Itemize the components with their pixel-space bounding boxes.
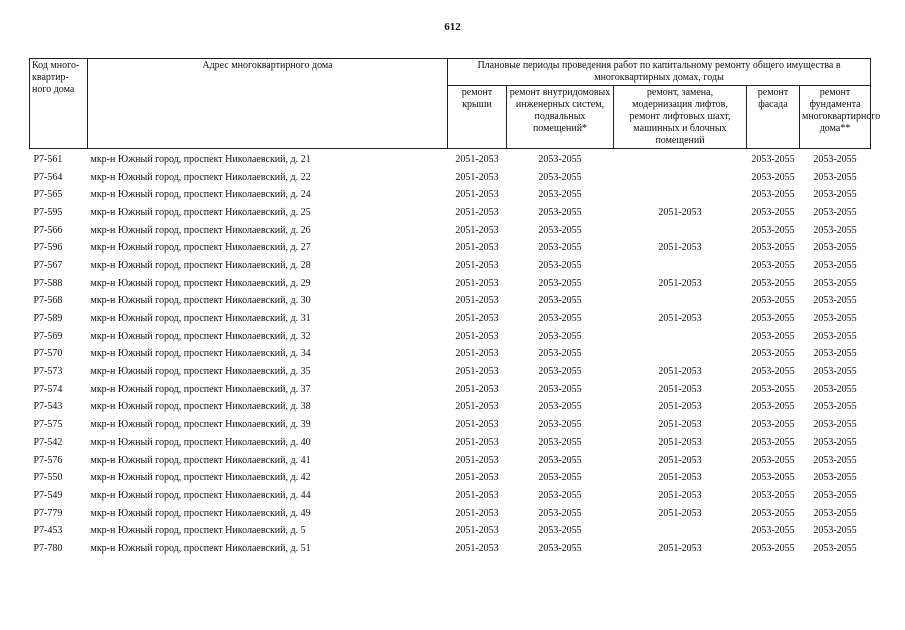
- cell-code: P7-596: [33, 242, 63, 254]
- cell-elevators: [614, 522, 747, 540]
- cell-address: мкр-н Южный город, проспект Николаевский, д. 28: [90, 259, 311, 271]
- cell-facade: 2053-2055: [751, 348, 795, 360]
- cell-code: P7-595: [33, 206, 63, 218]
- table-row: [30, 169, 871, 187]
- cell-elevators: 2051-2053: [658, 206, 702, 218]
- cell-engineering: 2053-2055: [538, 436, 582, 448]
- cell-roof: 2051-2053: [455, 383, 499, 395]
- table-row: [30, 275, 871, 293]
- cell-engineering: 2053-2055: [538, 472, 582, 484]
- cell-foundation: 2053-2055: [813, 206, 857, 218]
- cell-foundation: 2053-2055: [813, 171, 857, 183]
- cell-roof: 2051-2053: [455, 224, 499, 236]
- cell-roof: 2051-2053: [455, 295, 499, 307]
- cell-address: мкр-н Южный город, проспект Николаевский, д. 24: [90, 189, 311, 201]
- cell-roof: 2051-2053: [455, 313, 499, 325]
- cell-foundation: 2053-2055: [813, 525, 857, 537]
- table-row: [30, 149, 871, 169]
- header-engineering: ремонт внутридомовых инженерных систем, подвальных помещений*: [507, 86, 614, 149]
- cell-address: мкр-н Южный город, проспект Николаевский, д. 49: [90, 507, 311, 519]
- cell-engineering: 2053-2055: [538, 507, 582, 519]
- cell-roof: 2051-2053: [455, 330, 499, 342]
- header-row-top: [30, 59, 871, 86]
- cell-engineering: 2053-2055: [538, 454, 582, 466]
- header-roof: ремонт крыши: [448, 86, 507, 149]
- cell-engineering: 2053-2055: [538, 542, 582, 554]
- table-row: [30, 522, 871, 540]
- table-row: [30, 293, 871, 311]
- cell-roof: 2051-2053: [455, 507, 499, 519]
- cell-elevators: 2051-2053: [658, 383, 702, 395]
- cell-foundation: 2053-2055: [813, 295, 857, 307]
- cell-engineering: 2053-2055: [538, 525, 582, 537]
- cell-facade: 2053-2055: [751, 153, 795, 165]
- cell-roof: 2051-2053: [455, 277, 499, 289]
- cell-code: P7-780: [33, 542, 63, 554]
- cell-code: P7-589: [33, 313, 63, 325]
- cell-elevators: 2051-2053: [658, 419, 702, 431]
- cell-foundation: 2053-2055: [813, 489, 857, 501]
- cell-engineering: 2053-2055: [538, 189, 582, 201]
- cell-elevators: 2051-2053: [658, 472, 702, 484]
- cell-engineering: 2053-2055: [538, 206, 582, 218]
- cell-address: мкр-н Южный город, проспект Николаевский, д. 34: [90, 348, 311, 360]
- cell-facade: 2053-2055: [751, 277, 795, 289]
- capital-repair-schedule-table: [29, 58, 881, 558]
- cell-facade: 2053-2055: [751, 472, 795, 484]
- cell-elevators: [614, 328, 747, 346]
- cell-address: мкр-н Южный город, проспект Николаевский, д. 32: [90, 330, 311, 342]
- table-row: [30, 222, 871, 240]
- cell-address: мкр-н Южный город, проспект Николаевский, д. 25: [90, 206, 311, 218]
- cell-foundation: 2053-2055: [813, 313, 857, 325]
- table-row: [30, 310, 871, 328]
- cell-address: мкр-н Южный город, проспект Николаевский, д. 30: [90, 295, 311, 307]
- header-foundation: ремонт фундамента многоквартирного дома**: [800, 86, 871, 149]
- table-row: [30, 346, 871, 364]
- table-row: [30, 399, 871, 417]
- cell-address: мкр-н Южный город, проспект Николаевский, д. 40: [90, 436, 311, 448]
- cell-engineering: 2053-2055: [538, 242, 582, 254]
- cell-elevators: 2051-2053: [658, 436, 702, 448]
- cell-facade: 2053-2055: [751, 542, 795, 554]
- cell-address: мкр-н Южный город, проспект Николаевский, д. 41: [90, 454, 311, 466]
- cell-engineering: 2053-2055: [538, 259, 582, 271]
- cell-roof: 2051-2053: [455, 206, 499, 218]
- cell-address: мкр-н Южный город, проспект Николаевский, д. 38: [90, 401, 311, 413]
- cell-foundation: 2053-2055: [813, 366, 857, 378]
- cell-address: мкр-н Южный город, проспект Николаевский, д. 51: [90, 542, 311, 554]
- cell-engineering: 2053-2055: [538, 366, 582, 378]
- table-body: [30, 149, 871, 558]
- cell-foundation: 2053-2055: [813, 259, 857, 271]
- table-row: [30, 434, 871, 452]
- cell-code: P7-573: [33, 366, 63, 378]
- header-facade: ремонт фасада: [747, 86, 800, 149]
- cell-foundation: 2053-2055: [813, 348, 857, 360]
- cell-roof: 2051-2053: [455, 454, 499, 466]
- cell-code: P7-549: [33, 489, 63, 501]
- cell-facade: 2053-2055: [751, 383, 795, 395]
- cell-elevators: 2051-2053: [658, 366, 702, 378]
- header-periods: Плановые периоды проведения работ по капитальному ремонту общего имущества в многоквартирных домах, годы: [448, 59, 871, 86]
- cell-code: P7-568: [33, 295, 63, 307]
- cell-code: P7-550: [33, 472, 63, 484]
- cell-engineering: 2053-2055: [538, 419, 582, 431]
- cell-elevators: [614, 149, 747, 169]
- cell-foundation: 2053-2055: [813, 507, 857, 519]
- cell-code: P7-542: [33, 436, 63, 448]
- cell-code: P7-588: [33, 277, 63, 289]
- table-row: [30, 487, 871, 505]
- cell-foundation: 2053-2055: [813, 542, 857, 554]
- cell-elevators: [614, 222, 747, 240]
- cell-engineering: 2053-2055: [538, 153, 582, 165]
- cell-elevators: 2051-2053: [658, 242, 702, 254]
- cell-engineering: 2053-2055: [538, 224, 582, 236]
- cell-facade: 2053-2055: [751, 189, 795, 201]
- cell-facade: 2053-2055: [751, 366, 795, 378]
- cell-foundation: 2053-2055: [813, 472, 857, 484]
- cell-address: мкр-н Южный город, проспект Николаевский, д. 21: [90, 153, 311, 165]
- cell-foundation: 2053-2055: [813, 224, 857, 236]
- cell-address: мкр-н Южный город, проспект Николаевский, д. 39: [90, 419, 311, 431]
- cell-elevators: [614, 186, 747, 204]
- cell-elevators: 2051-2053: [658, 454, 702, 466]
- header-elevators: ремонт, замена, модернизация лифтов, ремонт лифтовых шахт, машинных и блочных помещений: [614, 86, 747, 149]
- cell-roof: 2051-2053: [455, 171, 499, 183]
- cell-elevators: 2051-2053: [658, 313, 702, 325]
- cell-facade: 2053-2055: [751, 525, 795, 537]
- cell-facade: 2053-2055: [751, 507, 795, 519]
- cell-roof: 2051-2053: [455, 259, 499, 271]
- cell-address: мкр-н Южный город, проспект Николаевский, д. 29: [90, 277, 311, 289]
- cell-address: мкр-н Южный город, проспект Николаевский, д. 44: [90, 489, 311, 501]
- cell-code: P7-570: [33, 348, 63, 360]
- table-row: [30, 204, 871, 222]
- cell-address: мкр-н Южный город, проспект Николаевский, д. 5: [90, 525, 306, 537]
- table-row: [30, 469, 871, 487]
- cell-facade: 2053-2055: [751, 171, 795, 183]
- cell-code: P7-567: [33, 259, 63, 271]
- cell-facade: 2053-2055: [751, 419, 795, 431]
- cell-engineering: 2053-2055: [538, 330, 582, 342]
- cell-roof: 2051-2053: [455, 242, 499, 254]
- cell-address: мкр-н Южный город, проспект Николаевский, д. 27: [90, 242, 311, 254]
- cell-code: P7-565: [33, 189, 63, 201]
- cell-code: P7-569: [33, 330, 63, 342]
- header-code: Код много-квартир-ного дома: [30, 59, 88, 149]
- cell-address: мкр-н Южный город, проспект Николаевский, д. 26: [90, 224, 311, 236]
- cell-roof: 2051-2053: [455, 153, 499, 165]
- cell-code: P7-564: [33, 171, 63, 183]
- cell-address: мкр-н Южный город, проспект Николаевский, д. 35: [90, 366, 311, 378]
- cell-code: P7-574: [33, 383, 63, 395]
- cell-roof: 2051-2053: [455, 189, 499, 201]
- cell-address: мкр-н Южный город, проспект Николаевский, д. 31: [90, 313, 311, 325]
- cell-facade: 2053-2055: [751, 206, 795, 218]
- cell-facade: 2053-2055: [751, 489, 795, 501]
- cell-roof: 2051-2053: [455, 542, 499, 554]
- cell-elevators: [614, 169, 747, 187]
- cell-engineering: 2053-2055: [538, 489, 582, 501]
- cell-engineering: 2053-2055: [538, 313, 582, 325]
- cell-address: мкр-н Южный город, проспект Николаевский, д. 22: [90, 171, 311, 183]
- cell-engineering: 2053-2055: [538, 295, 582, 307]
- cell-engineering: 2053-2055: [538, 277, 582, 289]
- header-address: Адрес многоквартирного дома: [88, 59, 448, 149]
- cell-roof: 2051-2053: [455, 489, 499, 501]
- cell-code: P7-575: [33, 419, 63, 431]
- cell-facade: 2053-2055: [751, 454, 795, 466]
- cell-facade: 2053-2055: [751, 330, 795, 342]
- cell-elevators: [614, 346, 747, 364]
- cell-elevators: 2051-2053: [658, 277, 702, 289]
- cell-facade: 2053-2055: [751, 242, 795, 254]
- cell-facade: 2053-2055: [751, 313, 795, 325]
- cell-roof: 2051-2053: [455, 366, 499, 378]
- table-row: [30, 381, 871, 399]
- cell-address: мкр-н Южный город, проспект Николаевский, д. 42: [90, 472, 311, 484]
- table-row: [30, 452, 871, 470]
- cell-foundation: 2053-2055: [813, 277, 857, 289]
- cell-facade: 2053-2055: [751, 401, 795, 413]
- cell-elevators: [614, 257, 747, 275]
- cell-facade: 2053-2055: [751, 295, 795, 307]
- cell-code: P7-566: [33, 224, 63, 236]
- cell-engineering: 2053-2055: [538, 383, 582, 395]
- cell-code: P7-561: [33, 153, 63, 165]
- cell-foundation: 2053-2055: [813, 401, 857, 413]
- table-row: [30, 505, 871, 523]
- cell-facade: 2053-2055: [751, 436, 795, 448]
- cell-elevators: 2051-2053: [658, 401, 702, 413]
- page-number: 612: [444, 21, 461, 33]
- cell-roof: 2051-2053: [455, 472, 499, 484]
- cell-foundation: 2053-2055: [813, 242, 857, 254]
- table-row: [30, 540, 871, 558]
- cell-foundation: 2053-2055: [813, 330, 857, 342]
- table-row: [30, 186, 871, 204]
- cell-roof: 2051-2053: [455, 525, 499, 537]
- cell-code: P7-779: [33, 507, 63, 519]
- cell-foundation: 2053-2055: [813, 454, 857, 466]
- cell-elevators: 2051-2053: [658, 507, 702, 519]
- cell-code: P7-576: [33, 454, 63, 466]
- cell-address: мкр-н Южный город, проспект Николаевский, д. 37: [90, 383, 311, 395]
- cell-facade: 2053-2055: [751, 259, 795, 271]
- cell-facade: 2053-2055: [751, 224, 795, 236]
- cell-foundation: 2053-2055: [813, 419, 857, 431]
- cell-roof: 2051-2053: [455, 436, 499, 448]
- cell-roof: 2051-2053: [455, 419, 499, 431]
- table-row: [30, 328, 871, 346]
- cell-code: P7-543: [33, 401, 63, 413]
- cell-foundation: 2053-2055: [813, 189, 857, 201]
- cell-elevators: 2051-2053: [658, 542, 702, 554]
- cell-foundation: 2053-2055: [813, 153, 857, 165]
- cell-foundation: 2053-2055: [813, 436, 857, 448]
- cell-roof: 2051-2053: [455, 348, 499, 360]
- cell-engineering: 2053-2055: [538, 171, 582, 183]
- table-row: [30, 239, 871, 257]
- cell-foundation: 2053-2055: [813, 383, 857, 395]
- cell-roof: 2051-2053: [455, 401, 499, 413]
- table-row: [30, 363, 871, 381]
- cell-elevators: [614, 293, 747, 311]
- table-row: [30, 416, 871, 434]
- cell-engineering: 2053-2055: [538, 348, 582, 360]
- cell-engineering: 2053-2055: [538, 401, 582, 413]
- cell-code: P7-453: [33, 525, 63, 537]
- table-row: [30, 257, 871, 275]
- cell-elevators: 2051-2053: [658, 489, 702, 501]
